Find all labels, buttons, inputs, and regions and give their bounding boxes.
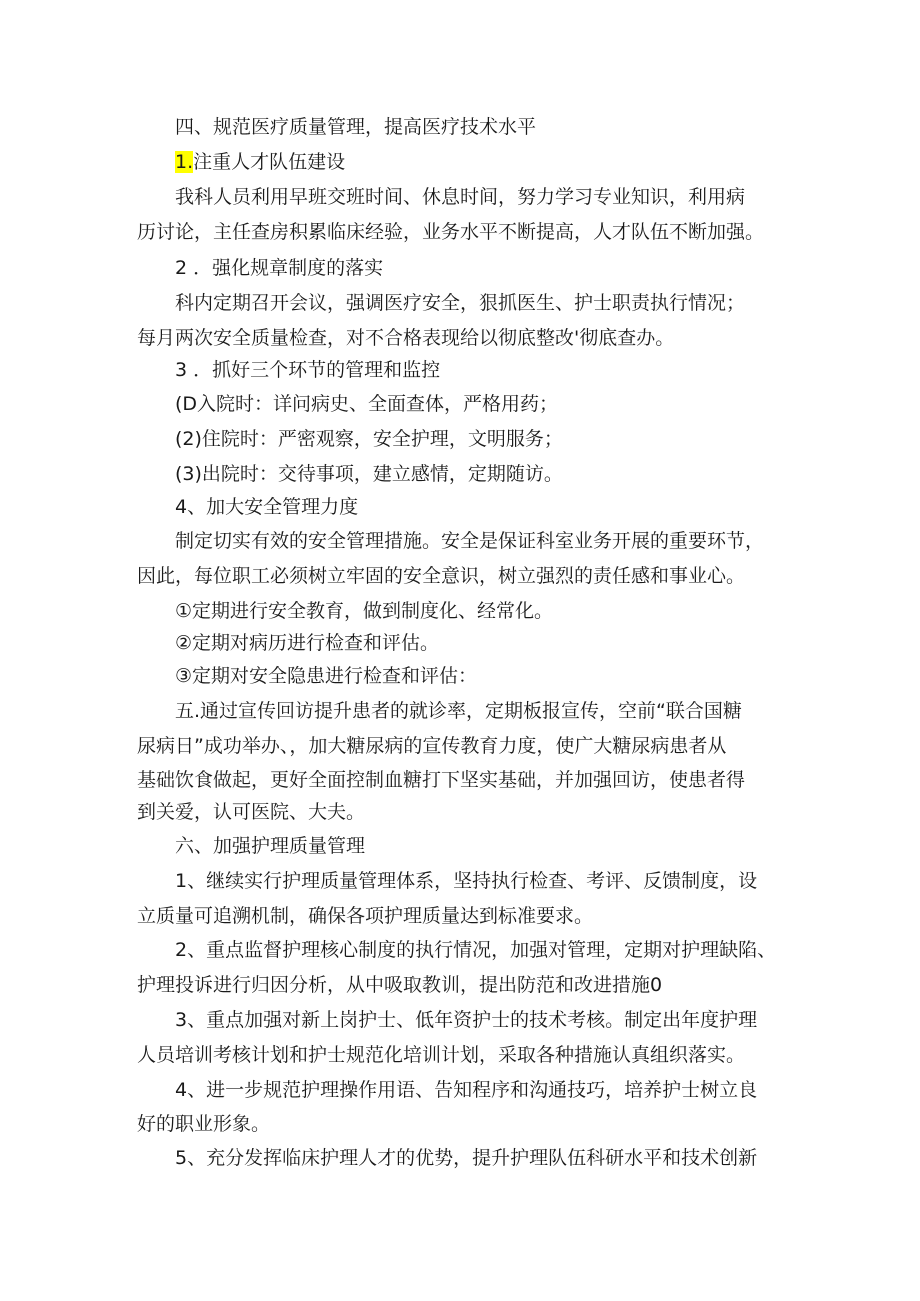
subheading-2: 2 ．强化规章制度的落实 [175, 257, 384, 279]
paragraph-line: 我科人员利用早班交班时间、休息时间，努力学习专业知识，利用病 [175, 186, 746, 208]
list-item: (D入院时：详问病史、全面查体，严格用药； [175, 393, 559, 415]
paragraph-line: 1、继续实行护理质量管理体系，坚持执行检查、考评、反馈制度，设 [175, 870, 758, 892]
subheading-4: 4、加大安全管理力度 [175, 496, 359, 518]
paragraph-line: 每月两次安全质量检查，对不合格表现给以彻底整改'彻底查办。 [137, 327, 675, 349]
list-item: ③定期对安全隐患进行检查和评估： [175, 665, 478, 687]
section-heading-4: 四、规范医疗质量管理，提高医疗技术水平 [175, 116, 537, 138]
subheading-1-text: 注重人才队伍建设 [193, 151, 346, 173]
paragraph-line: 护理投诉进行归因分析，从中吸取教训，提出防范和改进措施0 [137, 974, 663, 996]
list-item: ②定期对病历进行检查和评估。 [175, 632, 440, 654]
paragraph-line: 4、进一步规范护理操作用语、告知程序和沟通技巧，培养护士树立良 [175, 1079, 758, 1101]
paragraph-line: 科内定期召开会议，强调医疗安全，狠抓医生、护士职责执行情况； [175, 292, 746, 314]
paragraph-line: 3、重点加强对新上岗护士、低年资护士的技术考核。制定出年度护理 [175, 1009, 758, 1031]
paragraph-line: 因此，每位职工必须树立牢固的安全意识，树立强烈的责任感和事业心。 [137, 565, 746, 587]
paragraph-line: 立质量可追溯机制，确保各项护理质量达到标准要求。 [137, 905, 594, 927]
paragraph-line: 到关爱，认可医院、大夫。 [137, 801, 366, 823]
paragraph-line: 5、充分发挥临床护理人才的优势，提升护理队伍科研水平和技术创新 [175, 1147, 758, 1169]
list-item: ①定期进行安全教育，做到制度化、经常化。 [175, 600, 554, 622]
subheading-1 [175, 147, 920, 177]
paragraph-line: 历讨论，主任查房积累临床经验，业务水平不断提高，人才队伍不断加强。 [137, 221, 765, 243]
paragraph-line: 人员培训考核计划和护士规范化培训计划，采取各种措施认真组织落实。 [137, 1044, 746, 1066]
paragraph-line: 2、重点监督护理核心制度的执行情况，加强对管理，定期对护理缺陷、 [175, 939, 777, 961]
list-item: (3)出院时：交待事项，建立感情，定期随访。 [175, 463, 563, 485]
section-heading-6: 六、加强护理质量管理 [175, 835, 366, 857]
paragraph-line: 好的职业形象。 [137, 1113, 271, 1135]
list-item: (2)住院时：严密观察，安全护理，文明服务； [175, 428, 563, 450]
subheading-3: 3 ．抓好三个环节的管理和监控 [175, 359, 441, 381]
paragraph-line: 制定切实有效的安全管理措施。安全是保证科室业务开展的重要环节， [175, 530, 765, 552]
paragraph-line: 尿病日”成功举办、，加大糖尿病的宣传教育力度，使广大糖尿病患者从 [137, 735, 727, 757]
paragraph-line: 基础饮食做起，更好全面控制血糖打下坚实基础，并加强回访，使患者得 [137, 769, 746, 791]
highlighted-number: 1. [175, 151, 194, 173]
section-heading-5: 五.通过宣传回访提升患者的就诊率，定期板报宣传，空前“联合国糖 [175, 700, 742, 722]
